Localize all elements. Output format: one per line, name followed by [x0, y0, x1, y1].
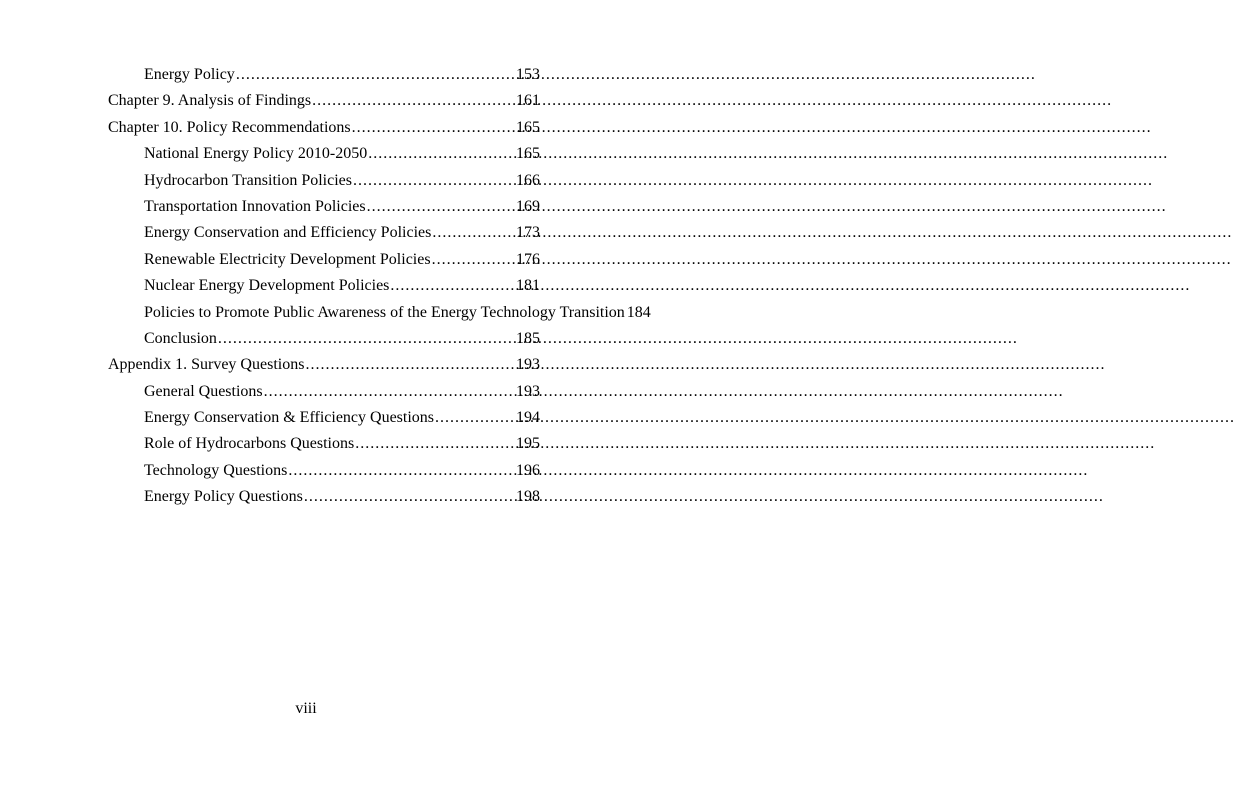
toc-entry	[108, 172, 540, 198]
toc-entry	[108, 224, 540, 250]
toc-leader-dots	[353, 172, 515, 190]
toc-entry-label: Renewable Electricity Development Policies	[144, 250, 431, 268]
toc-entry-page: 166	[516, 171, 540, 189]
footer-page-number: viii	[295, 700, 317, 717]
toc-entry-page: 193	[516, 356, 540, 374]
toc-entry-label: Appendix 1. Survey Questions	[108, 356, 305, 374]
toc-leader-dots	[390, 277, 515, 295]
toc-entry-page: 173	[516, 224, 540, 242]
toc-leader-dots	[432, 251, 515, 269]
toc-entry	[108, 462, 540, 488]
toc-entry	[108, 383, 540, 409]
toc-entry-page: 198	[516, 488, 540, 506]
toc-entry-page: 181	[516, 277, 540, 295]
toc-entry-label: Transportation Innovation Policies	[144, 197, 366, 215]
toc-leader-dots	[368, 145, 515, 163]
toc-leader-dots	[304, 488, 515, 506]
toc-leader-dots	[218, 330, 515, 348]
toc-entry-page: 194	[516, 409, 540, 427]
toc-entry	[108, 277, 540, 303]
toc-leader-dots	[288, 462, 515, 480]
toc-entry-page: 165	[516, 118, 540, 136]
toc-entry-label: National Energy Policy 2010-2050	[144, 145, 368, 163]
toc-entry	[108, 92, 540, 118]
toc-entry-page: 195	[516, 435, 540, 453]
toc-entry	[108, 330, 540, 356]
toc-entry-label: Energy Policy	[144, 66, 235, 83]
toc-entry-page: 176	[516, 250, 540, 268]
toc-leader-dots	[352, 119, 515, 137]
toc-entry-label: Energy Policy Questions	[144, 488, 303, 506]
toc-entry-label: Technology Questions	[144, 461, 288, 479]
toc-entry-label: Energy Conservation & Efficiency Questions	[144, 409, 435, 427]
toc-entry-page: 165	[516, 145, 540, 163]
toc-entry	[108, 66, 540, 92]
toc-entry	[108, 145, 540, 171]
toc-entry	[108, 356, 540, 382]
toc-entry-label: Role of Hydrocarbons Questions	[144, 435, 355, 453]
toc-entry	[108, 435, 540, 461]
toc-entry-label: Chapter 9. Analysis of Findings	[108, 92, 312, 110]
toc-leader-dots	[432, 224, 515, 242]
toc-entry	[108, 303, 651, 330]
toc-entry-label: General Questions	[144, 382, 263, 400]
toc-entry	[108, 409, 540, 435]
toc-entry	[108, 251, 540, 277]
toc-entry-page: 184	[626, 303, 651, 321]
toc-leader-dots	[236, 66, 515, 84]
toc-entry-page: 169	[516, 197, 540, 215]
toc-entry-page: 153	[516, 66, 540, 83]
toc-leader-dots	[367, 198, 515, 216]
toc-entry	[108, 198, 540, 224]
toc-leader-dots	[435, 409, 515, 427]
toc-entry-page: 196	[516, 461, 540, 479]
toc-entry-label: Policies to Promote Public Awareness of the Energy Technology Transition	[144, 303, 625, 321]
toc-entry-label: Nuclear Energy Development Policies	[144, 277, 390, 295]
toc-entry-label: Energy Conservation and Efficiency Policies	[144, 224, 432, 242]
toc-entry	[108, 119, 540, 145]
toc-list	[108, 66, 651, 515]
toc-leader-dots	[264, 383, 515, 401]
toc-entry-label: Conclusion	[144, 329, 217, 347]
toc-leader-dots	[312, 92, 515, 110]
toc-leader-dots	[305, 356, 515, 374]
toc-entry-page: 161	[516, 92, 540, 110]
toc-entry	[108, 488, 540, 514]
toc-entry-label: Chapter 10. Policy Recommendations	[108, 118, 351, 136]
toc-entry-label: Hydrocarbon Transition Policies	[144, 171, 352, 189]
toc-entry-page: 185	[516, 329, 540, 347]
toc-leader-dots	[355, 435, 515, 453]
toc-entry-page: 193	[516, 382, 540, 400]
